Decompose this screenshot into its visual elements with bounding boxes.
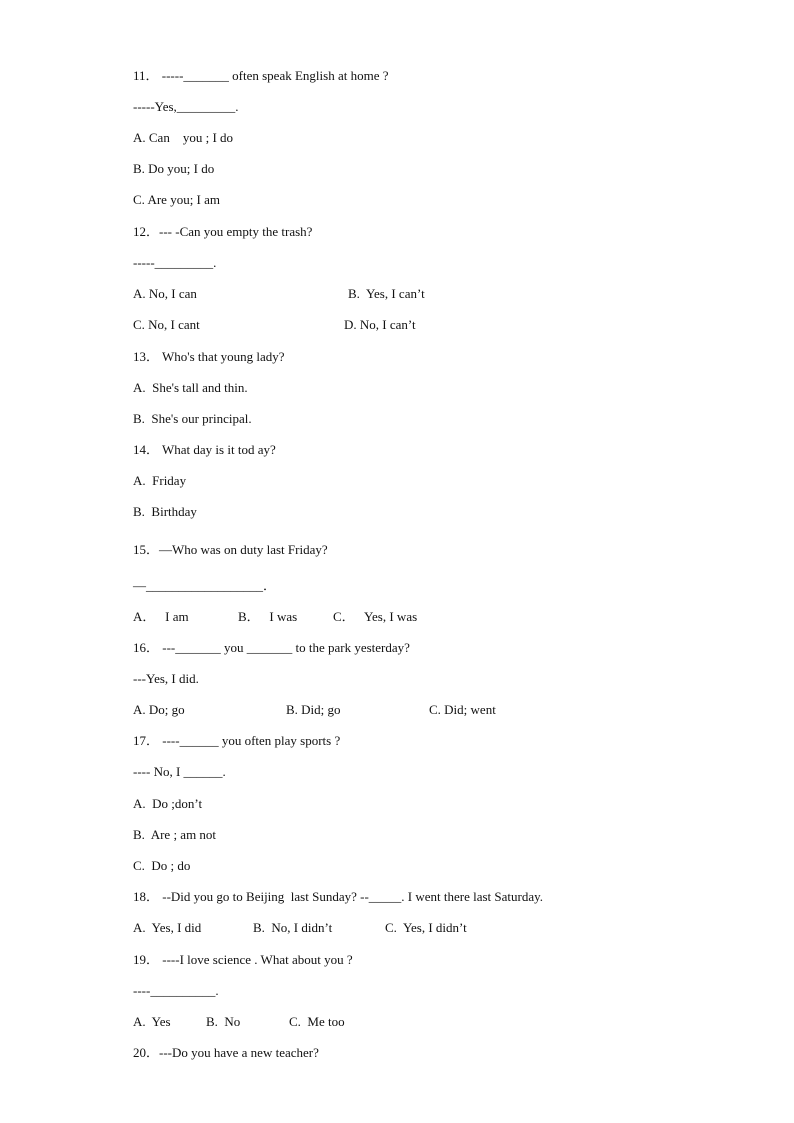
q11-option-a: A. Can you ; I do [133, 130, 234, 145]
q13-option-a: A. She's tall and thin. [133, 380, 248, 395]
q16-reply: ---Yes, I did. [133, 671, 199, 686]
q19-reply: ----__________. [133, 983, 219, 998]
q17-option-a: A. Do ;don’t [133, 796, 203, 811]
q19-option-a: A. Yes [133, 1014, 171, 1029]
q12-option-a: A. No, I can [133, 286, 197, 301]
q12-reply: -----_________. [133, 255, 217, 270]
q16-option-a: A. Do; go [133, 702, 185, 717]
q17-stem: 17． ----______ you often play sports ? [133, 733, 341, 748]
q17-option-c: C. Do ; do [133, 858, 191, 873]
q12-stem: 12．--- -Can you empty the trash? [133, 224, 313, 239]
q17-reply: ---- No, I ______. [133, 764, 226, 779]
q15-option-c: C． Yes, I was [333, 609, 418, 624]
q13-option-b: B. She's our principal. [133, 411, 252, 426]
q19-stem: 19． ----I love science . What about you ? [133, 952, 353, 967]
q14-stem: 14． What day is it tod ay? [133, 442, 276, 457]
q18-option-b: B. No, I didn’t [253, 920, 333, 935]
q18-option-a: A. Yes, I did [133, 920, 202, 935]
q17-option-b: B. Are ; am not [133, 827, 217, 842]
q12-option-c: C. No, I cant [133, 317, 200, 332]
q12-option-d: D. No, I can’t [344, 317, 416, 332]
q14-option-a: A. Friday [133, 473, 187, 488]
q18-option-c: C. Yes, I didn’t [385, 920, 467, 935]
q19-option-c: C. Me too [289, 1014, 345, 1029]
q15-option-b: B． I was [238, 609, 298, 624]
q16-option-c: C. Did; went [429, 702, 496, 717]
q15-option-a: A． I am [133, 609, 189, 624]
q16-stem: 16． ---_______ you _______ to the park yesterday? [133, 640, 410, 655]
q11-stem: 11． -----_______ often speak English at home ? [133, 68, 389, 83]
q18-stem: 18． --Did you go to Beijing last Sunday? --_____. I went there last Saturday. [133, 889, 544, 904]
q19-option-b: B. No [206, 1014, 241, 1029]
q11-option-c: C. Are you; I am [133, 192, 221, 207]
q12-option-b: B. Yes, I can’t [348, 286, 425, 301]
q11-option-b: B. Do you; I do [133, 161, 215, 176]
q15-reply: —__________________． [133, 578, 277, 593]
q20-stem: 20．---Do you have a new teacher? [133, 1045, 319, 1060]
q13-stem: 13． Who's that young lady? [133, 349, 285, 364]
q15-stem: 15．—Who was on duty last Friday? [133, 542, 328, 557]
q14-option-b: B. Birthday [133, 504, 197, 519]
q11-reply: -----Yes,_________. [133, 99, 239, 114]
q16-option-b: B. Did; go [286, 702, 341, 717]
